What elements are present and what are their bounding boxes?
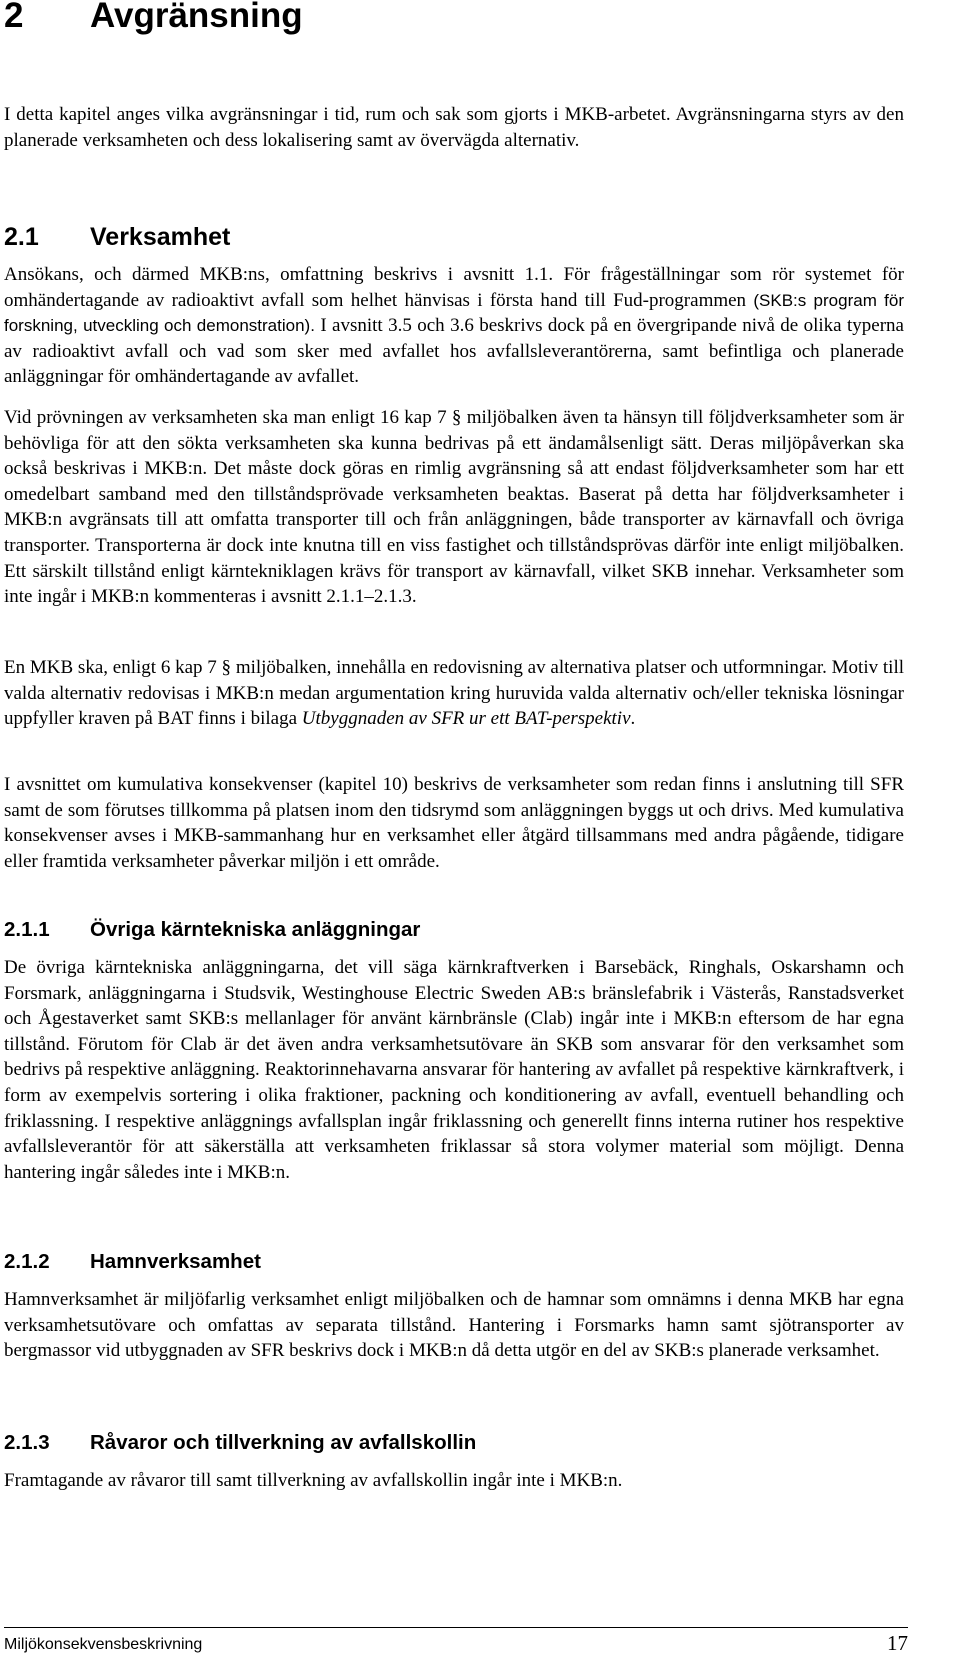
footer-divider	[4, 1627, 908, 1628]
section-2-1-3-heading	[4, 1430, 476, 1456]
section-2-1-paragraph-3	[4, 655, 904, 732]
section-number: 2.1.2	[4, 1250, 50, 1273]
appendix-title: Utbyggnaden av SFR ur ett BAT-perspektiv	[301, 708, 631, 730]
chapter-number: 2	[4, 0, 24, 35]
section-number: 2.1.1	[4, 918, 50, 941]
section-2-1-1-heading	[4, 917, 420, 943]
footer-document-title: Miljökonsekvensbeskrivning	[4, 1636, 203, 1653]
section-2-1-2-paragraph: Hamnverksamhet är miljöfarlig verksamhet enligt miljöbalken och de hamnar som omnämns i denna MKB har egna verksamhetsutövare och omfattas av separata tillstånd. Hantering i Forsmarks hamn samt sjötransporter av bergmassor vid utbyggnaden av SFR beskrivs dock i MKB:n då detta utgör en del av SKB:s planerade verksamhet.	[4, 1289, 904, 1362]
section-title: Övriga kärntekniska anläggningar	[90, 918, 421, 941]
section-2-1-paragraph-4: I avsnittet om kumulativa konsekvenser (kapitel 10) beskrivs de verksamheter som redan finns i anslutning till SFR samt de som förutses tillkomma på platsen inom den tidsrymd som anläggningen byggs ut och drivs. Med kumulativa konsekvenser avses i MKB-sammanhang hur en verksamhet eller åtgärd tillsammans med andra pågående, tidigare eller framtida verksamheter påverkar miljön i ett område.	[4, 774, 904, 872]
section-2-1-2-heading	[4, 1249, 261, 1275]
section-title: Verksamhet	[90, 223, 231, 251]
page-number: 17	[887, 1631, 908, 1655]
section-number: 2.1	[4, 223, 39, 251]
chapter-title: Avgränsning	[90, 0, 303, 35]
section-2-1-3-paragraph: Framtagande av råvaror till samt tillverkning av avfallskollin ingår inte i MKB:n.	[4, 1470, 623, 1491]
section-2-1-1-paragraph: De övriga kärntekniska anläggningarna, det vill säga kärnkraftverken i Barsebäck, Ringhals, Oskarshamn och Forsmark, anläggningarna i Studsvik, Westinghouse Electric Sweden AB:s bränslefabrik i Västerås, Ranstadsverket och Ågestaverket samt SKB:s mellanlager för använt kärnbränsle (Clab) ingår inte i MKB:n eftersom de har egna tillstånd. Förutom för Clab är det även andra verksamhetsutövare än SKB som ansvarar för den verksamhet som bedrivs på respektive anläggning. Reaktorinnehavarna ansvarar för hantering av avfallet på respektive kärnkraftverk, i form av exempelvis sortering i olika fraktioner, packning och konditionering av avfall, eventuell behandling och friklassning. I respektive anläggnings avfallsplan ingår friklassning och generellt finns interna rutiner hos respektive avfallsleverantör för att säkerställa att verksamheten friklassar så stora volymer material som möjligt. Denna hantering ingår således inte i MKB:n.	[4, 957, 904, 1183]
section-2-1-paragraph-1	[4, 262, 904, 390]
section-title: Hamnverksamhet	[90, 1250, 261, 1273]
section-2-1-heading	[4, 222, 230, 252]
section-title: Råvaror och tillverkning av avfallskollin	[90, 1431, 477, 1454]
paragraph-text: .	[630, 708, 636, 730]
chapter-heading	[4, 0, 303, 38]
paragraph-text-sans: (SKB:s program för forskning, utveckling och demonstration).	[4, 290, 904, 336]
section-2-1-paragraph-2: Vid prövningen av verksamheten ska man enligt 16 kap 7 § miljöbalken även ta hänsyn till följdverksamheter som är behövliga för att den sökta verksamheten ska kunna bedrivas på ett ändamålsenligt sätt. Deras miljöpåverkan ska också beskrivas i MKB:n. Det måste dock göras en rimlig avgränsning så att endast följdverksamheter som har ett omedelbart samband med den tillståndsprövade verksamheten beaktas. Baserat på detta har följdverksamheter i MKB:n avgränsats till att omfatta transporter till och från anläggningen, både transporter av kärnavfall och övriga transporter. Transporterna är dock inte knutna till en viss fastighet och tillståndsprövas därför inte enligt miljöbalken. Ett särskilt tillstånd enligt kärntekniklagen krävs för transport av kärnavfall, vilket SKB innehar. Verksamheter som inte ingår i MKB:n kommenteras i avsnitt 2.1.1–2.1.3.	[4, 407, 904, 608]
paragraph-text: Ansökans, och därmed MKB:ns, omfattning beskrivs i avsnitt 1.1. För frågeställningar som rör systemet för omhändertagande av radioaktivt avfall som helhet hänvisas i första hand till Fud-programmen	[4, 264, 904, 311]
paragraph-text: I avsnitt 3.5 och 3.6 beskrivs dock på en övergripande nivå de olika typerna av radioaktivt avfall och vad som sker med avfallet hos avfallsleverantörerna, samt befintliga och planerade anläggningar för omhändertagande av avfallet.	[4, 315, 904, 388]
section-number: 2.1.3	[4, 1431, 50, 1454]
intro-paragraph: I detta kapitel anges vilka avgränsningar i tid, rum och sak som gjorts i MKB-arbetet. Avgränsningarna styrs av den planerade verksamheten och dess lokalisering samt av övervägda alternativ.	[4, 104, 904, 151]
paragraph-text: En MKB ska, enligt 6 kap 7 § miljöbalken, innehålla en redovisning av alternativa platser och utformningar. Motiv till valda alternativ redovisas i MKB:n medan argumentation kring huruvida valda alternativ och/eller tekniska lösningar uppfyller kraven på BAT finns i bilaga	[4, 657, 904, 730]
